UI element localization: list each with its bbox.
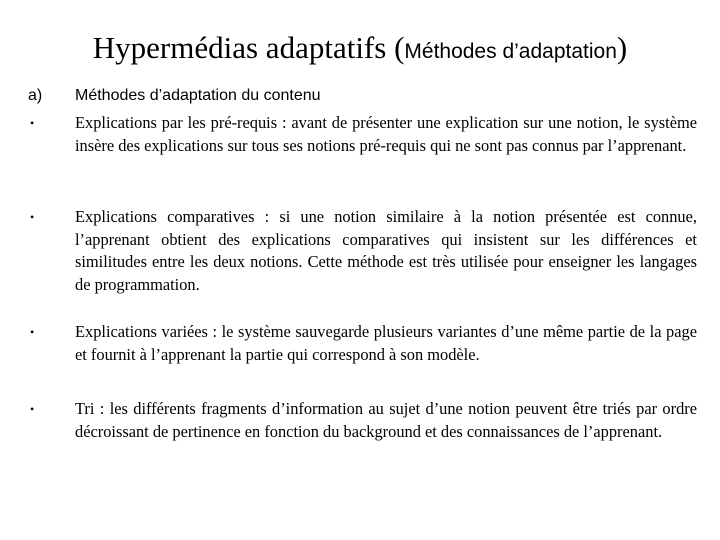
bullet-icon: • — [30, 325, 35, 339]
list-item-text: Explications variées : le système sauvegarde plusieurs variantes d’une même partie de la page et fournit à l’apprenant la partie qui correspond à son modèle. — [75, 322, 697, 364]
title-close-paren: ) — [616, 30, 628, 65]
list-item — [28, 398, 698, 443]
title-subtitle: Méthodes d’adaptation — [404, 40, 617, 63]
section-marker: a) — [28, 87, 43, 104]
bullet-icon: • — [30, 116, 35, 130]
title-main: Hypermédias adaptatifs — [92, 30, 387, 65]
bullet-icon: • — [30, 210, 35, 224]
bullet-icon: • — [30, 402, 35, 416]
list-item — [28, 321, 698, 366]
list-item — [28, 112, 698, 157]
list-item-text: Tri : les différents fragments d’information au sujet d’une notion peuvent être triés par ordre décroissant de pertinence en fonction du background et des connaissances de l’apprenant. — [75, 399, 697, 441]
slide-title — [0, 26, 720, 76]
list-item-text: Explications comparatives : si une notion similaire à la notion présentée est connue, l’apprenant obtient des explications comparatives qui insistent sur les différences et similitudes entre les deux notions. Cette méthode est très utilisée pour enseigner les langages de programmation. — [75, 207, 697, 294]
title-open-paren: ( — [386, 30, 405, 65]
section-heading-text: Méthodes d’adaptation du contenu — [75, 87, 321, 104]
list-item — [28, 206, 698, 296]
list-item-text: Explications par les pré-requis : avant de présenter une explication sur une notion, le système insère des explications sur tous ses notions pré-requis qui ne sont pas connus par l’apprenant. — [75, 113, 697, 155]
